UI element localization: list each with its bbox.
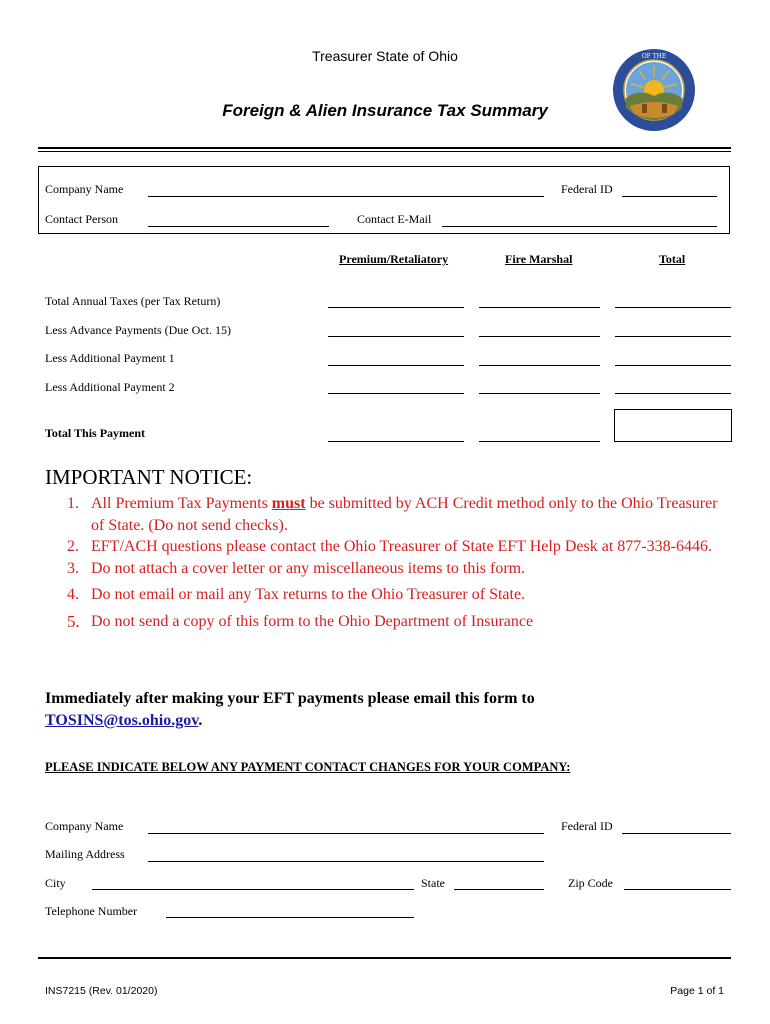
form-title: Foreign & Alien Insurance Tax Summary: [222, 101, 548, 120]
company-name-field[interactable]: [148, 196, 544, 197]
contact-email-field[interactable]: [442, 226, 717, 227]
title-rule: [38, 147, 731, 152]
new-federal-id-label: Federal ID: [561, 819, 613, 833]
column-header-total: Total: [659, 252, 686, 266]
total-field-row3[interactable]: [615, 365, 731, 366]
zip-code-label: Zip Code: [568, 876, 613, 890]
page-number: Page 1 of 1: [670, 985, 724, 997]
premium-field-row2[interactable]: [328, 336, 464, 337]
fire-marshal-field-row4[interactable]: [479, 393, 600, 394]
city-label: City: [45, 876, 66, 890]
total-field-row4[interactable]: [615, 393, 731, 394]
total-field-row2[interactable]: [615, 336, 731, 337]
footer-rule: [38, 957, 731, 959]
row-label-total-annual-taxes: Total Annual Taxes (per Tax Return): [45, 294, 221, 308]
row-label-advance-payments: Less Advance Payments (Due Oct. 15): [45, 323, 231, 337]
notice-title: IMPORTANT NOTICE:: [45, 465, 253, 489]
new-federal-id-field[interactable]: [622, 833, 731, 834]
premium-field-row1[interactable]: [328, 307, 464, 308]
notice-item: 4. Do not email or mail any Tax returns to the Ohio Treasurer of State.: [67, 586, 526, 603]
row-label-additional-payment-1: Less Additional Payment 1: [45, 351, 175, 365]
contact-email-label: Contact E-Mail: [357, 212, 432, 226]
fire-marshal-field-row3[interactable]: [479, 365, 600, 366]
column-header-premium: Premium/Retaliatory: [339, 252, 449, 266]
new-company-name-field[interactable]: [148, 833, 544, 834]
contact-person-label: Contact Person: [45, 212, 118, 226]
form-number: INS7215 (Rev. 01/2020): [45, 985, 158, 997]
zip-code-field[interactable]: [624, 889, 731, 890]
grand-total-box[interactable]: [614, 409, 732, 442]
state-field[interactable]: [454, 889, 544, 890]
city-field[interactable]: [92, 889, 414, 890]
email-link[interactable]: TOSINS@tos.ohio.gov: [45, 712, 199, 729]
row-label-total-this-payment: Total This Payment: [45, 426, 146, 440]
premium-field-total[interactable]: [328, 441, 464, 442]
fire-marshal-field-row1[interactable]: [479, 307, 600, 308]
changes-heading: PLEASE INDICATE BELOW ANY PAYMENT CONTACT CHANGES FOR YOUR COMPANY:: [45, 760, 571, 774]
premium-field-row3[interactable]: [328, 365, 464, 366]
notice-item: 2. EFT/ACH questions please contact the Ohio Treasurer of State EFT Help Desk at 877-338-6446.: [67, 538, 712, 555]
agency-name: Treasurer State of Ohio: [312, 48, 458, 64]
row-label-additional-payment-2: Less Additional Payment 2: [45, 380, 175, 394]
notice-item: 5. Do not send a copy of this form to the Ohio Department of Insurance: [67, 611, 534, 631]
notice-item: 1. All Premium Tax Payments must be submitted by ACH Credit method only to the Ohio Treasurer of State. (Do not send checks).: [67, 495, 718, 534]
notice-list: [67, 493, 732, 632]
federal-id-label: Federal ID: [561, 182, 613, 196]
state-label: State: [421, 876, 445, 890]
fire-marshal-field-total[interactable]: [479, 441, 600, 442]
company-name-label: Company Name: [45, 182, 124, 196]
contact-person-field[interactable]: [148, 226, 329, 227]
fire-marshal-field-row2[interactable]: [479, 336, 600, 337]
mailing-address-field[interactable]: [148, 861, 544, 862]
svg-text:OF THE: OF THE: [641, 53, 667, 60]
ohio-great-seal-icon: [612, 48, 696, 132]
telephone-label: Telephone Number: [45, 904, 138, 918]
notice-item: 3. Do not attach a cover letter or any miscellaneous items to this form.: [67, 559, 526, 577]
column-header-fire-marshal: Fire Marshal: [505, 252, 573, 266]
new-company-name-label: Company Name: [45, 819, 124, 833]
must-emphasis: must: [271, 495, 306, 512]
mailing-address-label: Mailing Address: [45, 847, 125, 861]
total-field-row1[interactable]: [615, 307, 731, 308]
telephone-field[interactable]: [166, 917, 414, 918]
email-instructions: Immediately after making your EFT payments please email this form to TOSINS@tos.ohio.gov.: [45, 690, 535, 729]
premium-field-row4[interactable]: [328, 393, 464, 394]
federal-id-field[interactable]: [622, 196, 717, 197]
